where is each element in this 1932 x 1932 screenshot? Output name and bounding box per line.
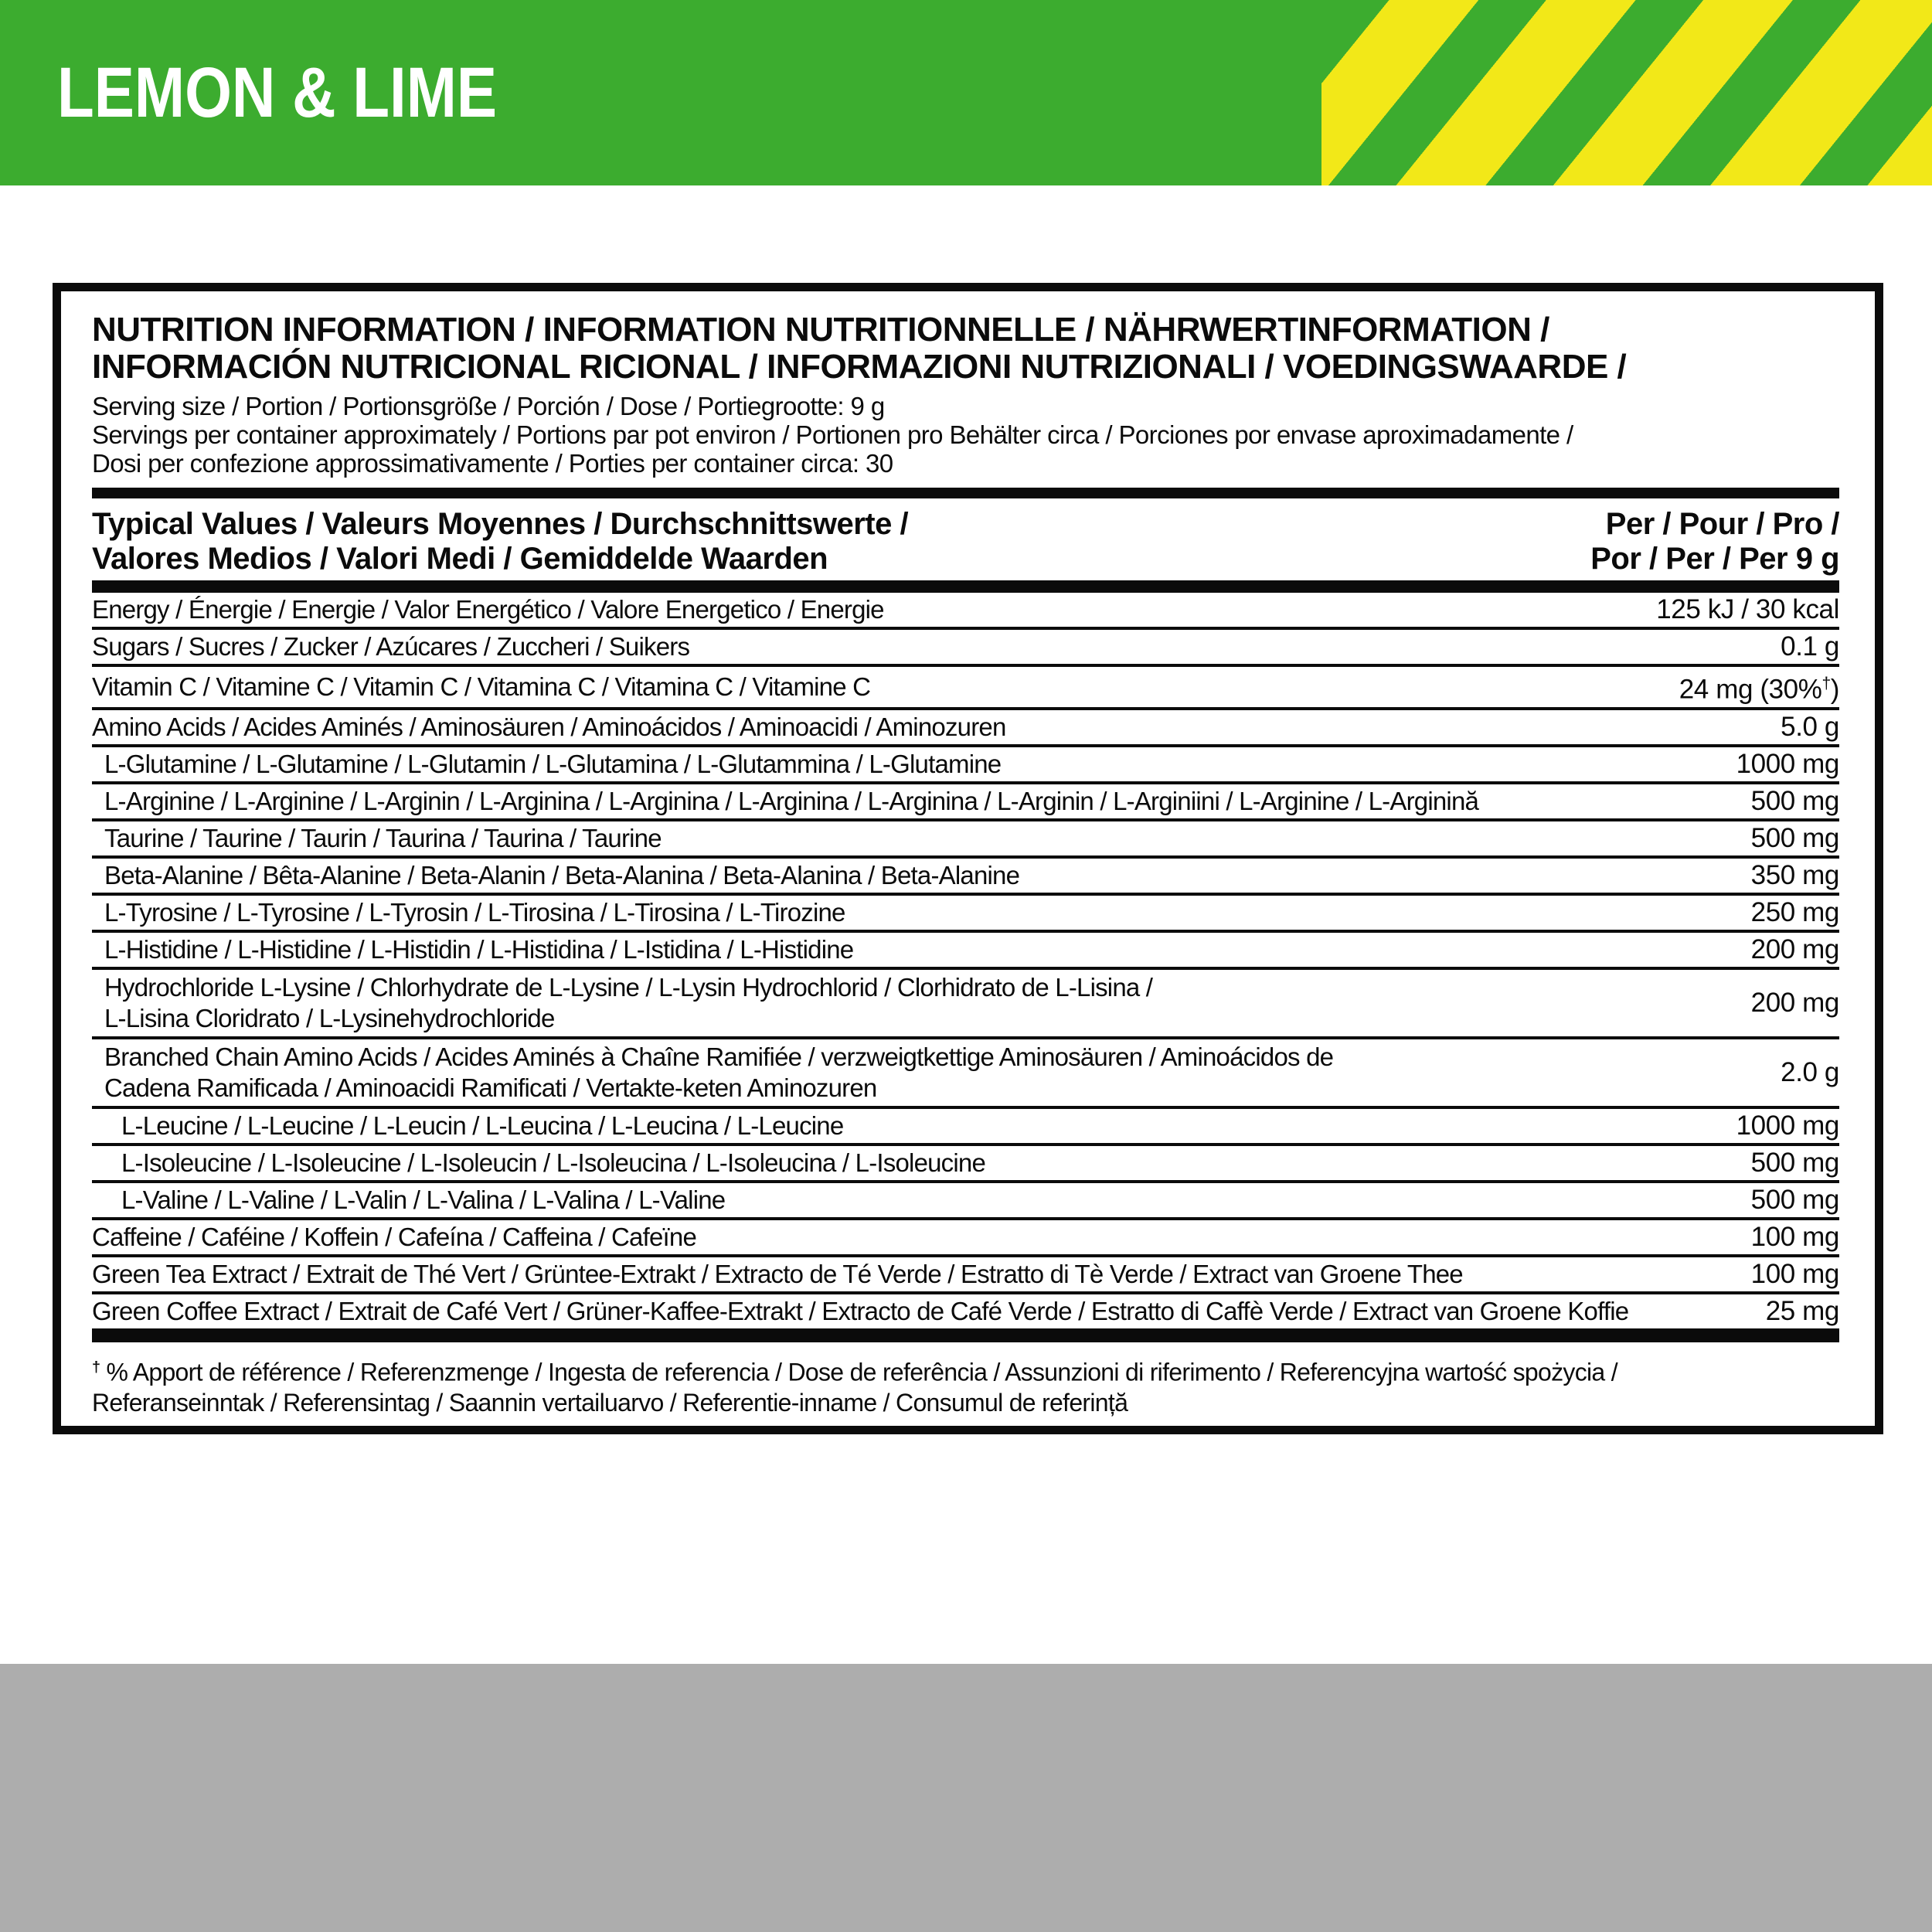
table-row (92, 710, 1839, 747)
row-label: Green Tea Extract / Extrait de Thé Vert / Grüntee-Extrakt / Extracto de Té Verde / Estratto di Tè Verde / Extract van Groene Thee (92, 1259, 1463, 1288)
per-serving-header: Per / Pour / Pro / Por / Per / Per 9 g (1590, 507, 1839, 576)
table-header (92, 507, 1839, 577)
row-label: Caffeine / Caféine / Koffein / Cafeína / Caffeina / Cafeïne (92, 1222, 697, 1251)
panel-title-line-2: INFORMACIÓN NUTRICIONAL RICIONAL / INFORMAZIONI NUTRIZIONALI / VOEDINGSWAARDE / (92, 348, 1627, 386)
row-label: L-Leucine / L-Leucine / L-Leucin / L-Leucina / L-Leucina / L-Leucine (121, 1111, 844, 1140)
row-label: Amino Acids / Acides Aminés / Aminosäuren / Aminoácidos / Aminoacidi / Aminozuren (92, 712, 1006, 741)
table-row (92, 747, 1839, 784)
row-value: 500 mg (1750, 1147, 1839, 1178)
footer-band (0, 1664, 1932, 1932)
row-label: L-Valine / L-Valine / L-Valin / L-Valina / L-Valina / L-Valine (121, 1185, 726, 1214)
table-row (92, 1109, 1839, 1146)
row-label: L-Histidine / L-Histidine / L-Histidin / L-Histidina / L-Istidina / L-Histidine (104, 934, 854, 964)
row-value: 24 mg (30%†) (1679, 674, 1839, 705)
row-value: 1000 mg (1736, 1110, 1839, 1141)
table-row (92, 1294, 1839, 1328)
row-value: 25 mg (1765, 1295, 1839, 1326)
table-row (92, 1220, 1839, 1257)
row-label: L-Arginine / L-Arginine / L-Arginin / L-Arginina / L-Arginina / L-Arginina / L-Arginina / L-Arginin / L-Arginiini / L-Arginine / L-Arginină (104, 786, 1479, 815)
table-row (92, 1183, 1839, 1220)
table-row (92, 1146, 1839, 1183)
serving-size-line: Serving size / Portion / Portionsgröße / Porción / Dose / Portiegrootte: 9 g (92, 392, 885, 420)
row-value: 250 mg (1750, 896, 1839, 927)
table-row (92, 593, 1839, 630)
row-value: 2.0 g (1781, 1056, 1839, 1087)
row-label: Sugars / Sucres / Zucker / Azúcares / Zuccheri / Suikers (92, 632, 690, 661)
panel-title-line-1: NUTRITION INFORMATION / INFORMATION NUTRITIONNELLE / NÄHRWERTINFORMATION / (92, 311, 1549, 349)
table-row (92, 1257, 1839, 1294)
row-label: L-Tyrosine / L-Tyrosine / L-Tyrosin / L-Tirosina / L-Tirosina / L-Tirozine (104, 897, 845, 927)
table-row (92, 933, 1839, 970)
table-row (92, 784, 1839, 821)
flavor-title: LEMON & LIME (57, 53, 498, 132)
serving-info (92, 392, 1839, 478)
divider-bar-top (92, 488, 1839, 498)
row-value: 500 mg (1750, 1184, 1839, 1215)
divider-bar-header (92, 580, 1839, 593)
row-value: 5.0 g (1781, 711, 1839, 742)
row-value: 100 mg (1750, 1258, 1839, 1289)
nutrition-rows (92, 593, 1839, 1328)
row-label: Energy / Énergie / Energie / Valor Energético / Valore Energetico / Energie (92, 595, 884, 624)
table-row (92, 859, 1839, 896)
table-row (92, 896, 1839, 933)
row-label: L-Glutamine / L-Glutamine / L-Glutamin / L-Glutamina / L-Glutammina / L-Glutamine (104, 749, 1002, 778)
row-value: 500 mg (1750, 785, 1839, 816)
diagonal-stripes-decoration (1321, 0, 1932, 185)
dagger-symbol: † (92, 1358, 100, 1376)
table-row (92, 1039, 1839, 1109)
row-label: Hydrochloride L-Lysine / Chlorhydrate de L-Lysine / L-Lysin Hydrochlorid / Clorhidrato de L-Lisina / L-Lisina Cloridrato / L-Lysinehydrochloride (104, 972, 1153, 1032)
row-value: 1000 mg (1736, 748, 1839, 779)
row-label: Taurine / Taurine / Taurin / Taurina / Taurina / Taurine (104, 823, 662, 852)
reference-intake-footnote (92, 1352, 1839, 1419)
row-value: 200 mg (1750, 934, 1839, 964)
row-label: Green Coffee Extract / Extrait de Café Vert / Grüner-Kaffee-Extrakt / Extracto de Café Verde / Estratto di Caffè Verde / Extract van Groene Koffie (92, 1296, 1629, 1325)
servings-per-container-line-2: Dosi per confezione approssimativamente / Porties per container circa: 30 (92, 449, 893, 478)
footnote-line-1: † % Apport de référence / Referenzmenge / Ingesta de referencia / Dose de referência / Assunzioni di riferimento / Referencyjna wartość spożycia / (92, 1358, 1617, 1386)
row-value: 125 kJ / 30 kcal (1656, 594, 1839, 624)
table-row (92, 667, 1839, 710)
divider-bar-bottom (92, 1328, 1839, 1342)
row-value: 500 mg (1750, 822, 1839, 853)
panel-title (92, 311, 1839, 386)
typical-values-header: Typical Values / Valeurs Moyennes / Durchschnittswerte / Valores Medios / Valori Medi / Gemiddelde Waarden (92, 507, 909, 576)
footnote-line-2: Referanseinntak / Referensintag / Saannin vertailuarvo / Referentie-inname / Consumul de referință (92, 1389, 1128, 1417)
flavor-banner (0, 0, 1932, 185)
row-value: 0.1 g (1781, 631, 1839, 662)
row-label: Beta-Alanine / Bêta-Alanine / Beta-Alanin / Beta-Alanina / Beta-Alanina / Beta-Alanine (104, 860, 1020, 889)
row-label: Branched Chain Amino Acids / Acides Aminés à Chaîne Ramifiée / verzweigtkettige Aminosäuren / Aminoácidos de Cadena Ramificada / Aminoacidi Ramificati / Vertakte-keten Aminozuren (104, 1042, 1334, 1102)
table-row (92, 970, 1839, 1039)
row-value: 200 mg (1750, 987, 1839, 1018)
servings-per-container-line-1: Servings per container approximately / Portions par pot environ / Portionen pro Behälter circa / Porciones por envase aproximadamente / (92, 420, 1573, 449)
nutrition-panel (53, 283, 1883, 1434)
table-row (92, 630, 1839, 667)
row-label: Vitamin C / Vitamine C / Vitamin C / Vitamina C / Vitamina C / Vitamine C (92, 672, 871, 701)
row-value: 350 mg (1750, 859, 1839, 890)
table-row (92, 821, 1839, 859)
row-value: 100 mg (1750, 1221, 1839, 1252)
row-label: L-Isoleucine / L-Isoleucine / L-Isoleucin / L-Isoleucina / L-Isoleucina / L-Isoleucine (121, 1148, 986, 1177)
